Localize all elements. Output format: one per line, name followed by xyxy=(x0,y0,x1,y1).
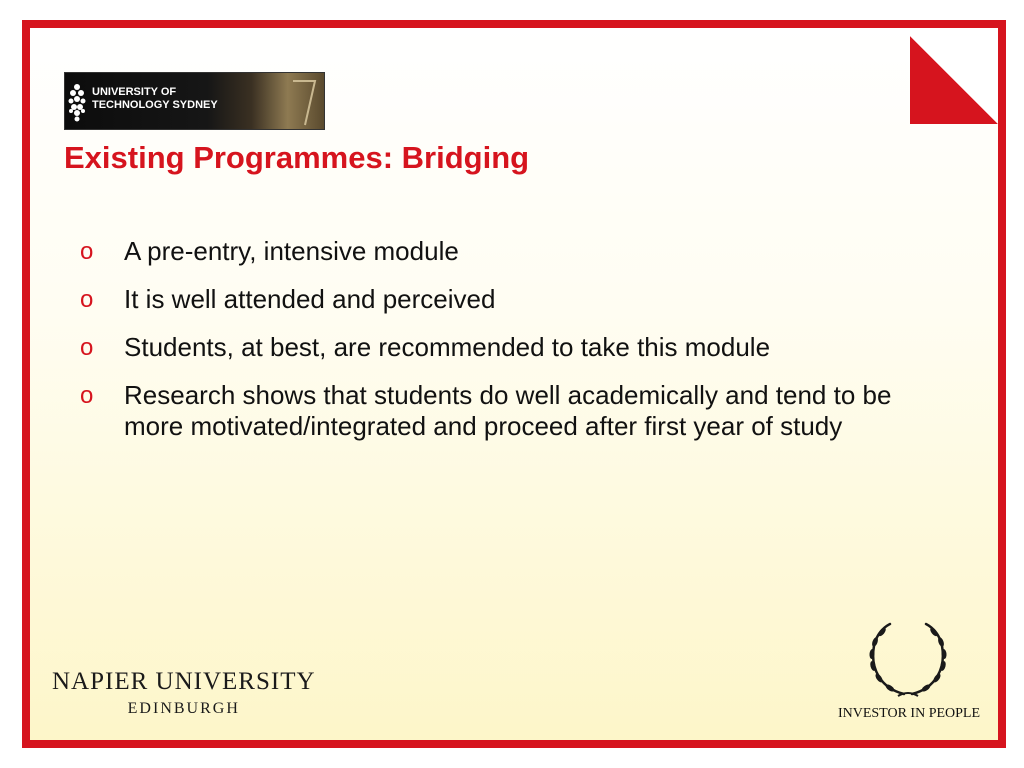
uts-logo xyxy=(64,72,325,130)
investor-in-people-text: INVESTOR IN PEOPLE xyxy=(837,706,981,721)
uts-logo-line2: TECHNOLOGY SYDNEY xyxy=(92,99,218,111)
slide-title: Existing Programmes: Bridging xyxy=(64,140,530,175)
napier-logo-sub: EDINBURGH xyxy=(127,700,240,717)
napier-logo xyxy=(52,668,316,720)
bullet-marker: o xyxy=(80,286,94,313)
bullet-marker: o xyxy=(80,334,94,361)
corner-triangle-icon xyxy=(910,36,998,124)
bullet-marker: o xyxy=(80,382,94,409)
list-item xyxy=(80,236,930,267)
bullet-text: Students, at best, are recommended to take this module xyxy=(124,332,771,362)
investor-in-people-logo xyxy=(828,618,990,730)
laurel-wreath-icon xyxy=(860,618,956,702)
uts-logo-text xyxy=(92,86,218,112)
bullet-marker: o xyxy=(80,238,94,265)
list-item xyxy=(80,284,930,315)
napier-logo-main: NAPIER UNIVERSITY xyxy=(52,668,316,695)
bullet-text: It is well attended and perceived xyxy=(124,284,496,314)
bullet-list xyxy=(80,236,930,459)
slide-frame xyxy=(22,20,1006,748)
list-item xyxy=(80,332,930,363)
bullet-text: A pre-entry, intensive module xyxy=(124,236,459,266)
uts-logo-line1: UNIVERSITY OF xyxy=(92,86,177,98)
bullet-text: Research shows that students do well academically and tend to be more motivated/integrated and proceed after first year of study xyxy=(124,380,892,441)
list-item xyxy=(80,380,930,442)
